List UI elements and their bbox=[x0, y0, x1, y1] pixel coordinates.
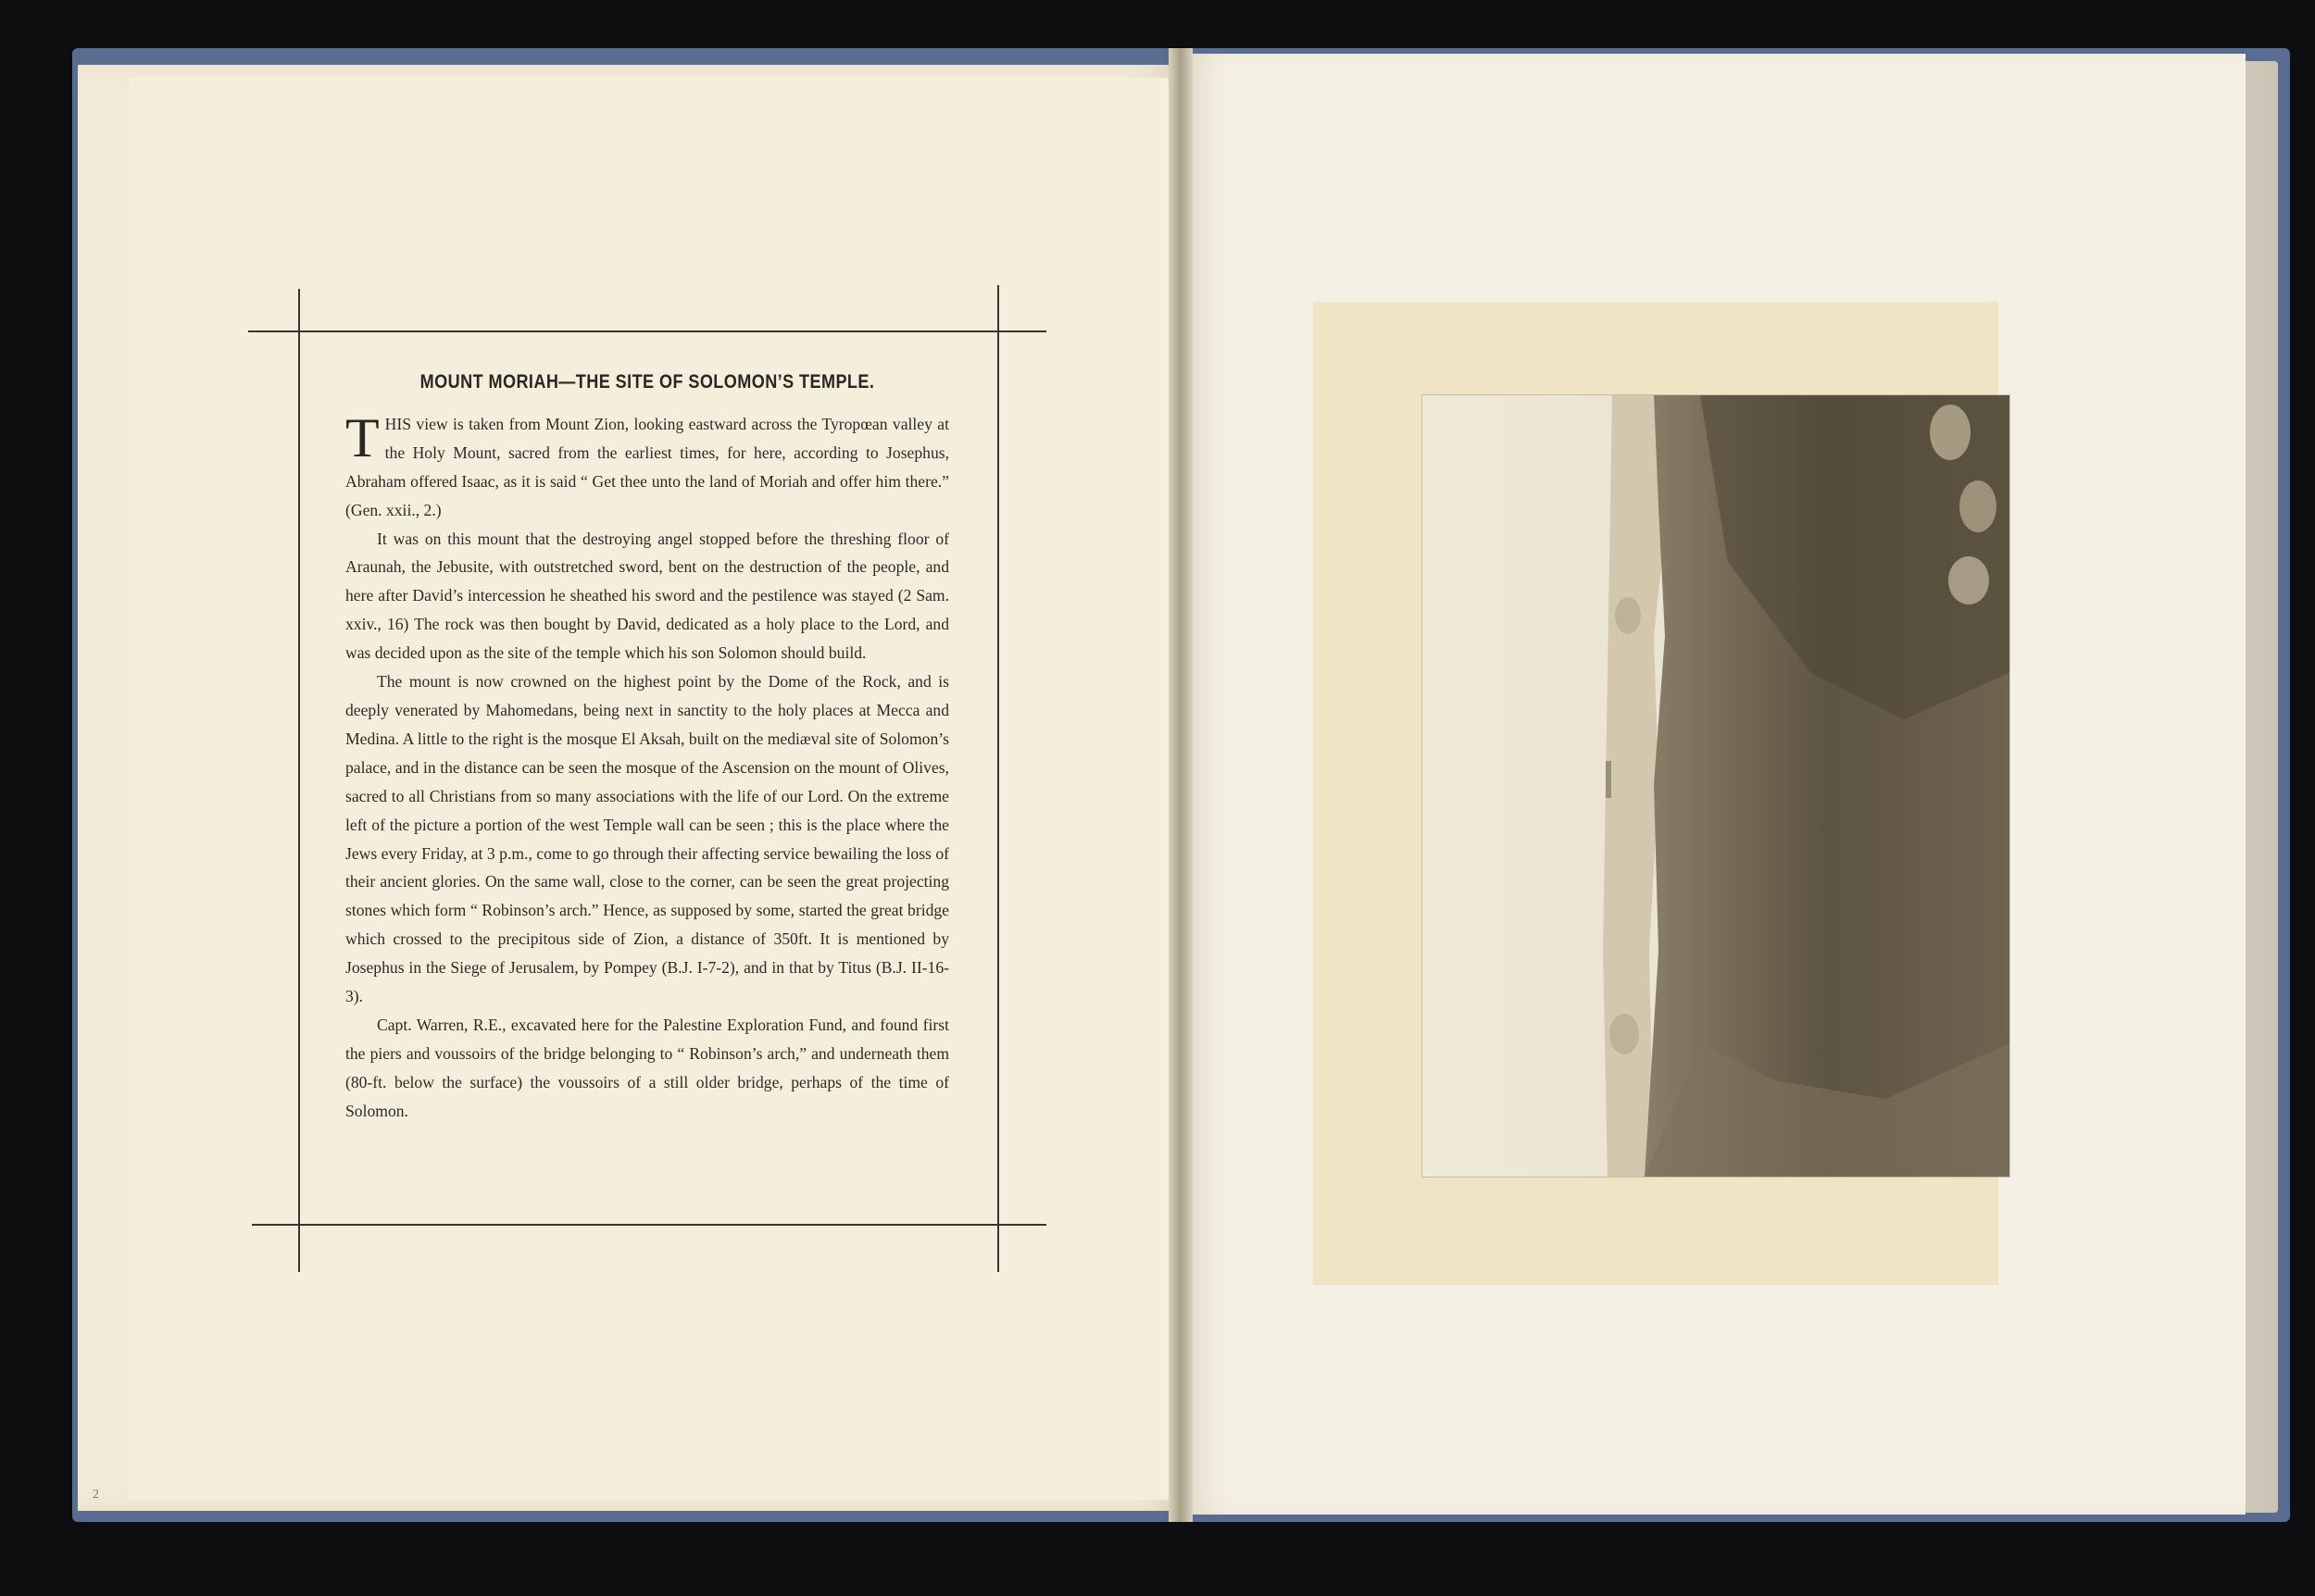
cactus-pad bbox=[1959, 480, 1996, 532]
frame-bottom-line bbox=[252, 1224, 1046, 1226]
paragraph-3: The mount is now crowned on the highest point by the Dome of the Rock, and is deeply venerated by Mahomedans, being next in sanctity to the holy places at Mecca and Medina. A little to the right is the mosque El Aksah, built on the mediæval site of Solomon’s palace, and in the distance can be seen the mosque of the Ascension on the mount of Olives, sacred to all Christians from so many associations with the life of our Lord. On the extreme left of the picture a portion of the west Temple wall can be seen ; this is the place where the Jews every Friday, at 3 p.m., come to go through their affecting service bewailing the loss of their ancient glories. On the same wall, close to the corner, can be seen the great projecting stones which form “ Robinson’s arch.” Hence, as supposed by some, started the great bridge which crossed to the precipitous side of Zion, a distance of 350ft. It is mentioned by Josephus in the Siege of Jerusalem, by Pompey (B.J. I-7-2), and in that by Titus (B.J. II-16-3). bbox=[345, 672, 949, 1006]
frame-top-line bbox=[248, 330, 1046, 332]
frame-left-line bbox=[298, 289, 300, 1272]
mounted-photograph bbox=[1422, 395, 2009, 1177]
paragraph-2: It was on this mount that the destroying angel stopped before the threshing floor of Araunah, the Jebusite, with outstretched sword, bent on the destruction of the people, and here after David’s intercession he sheathed his sword and the pestilence was stayed (2 Sam. xxiv., 16) The rock was then bought by David, dedicated as a holy place to the Lord, and was decided upon as the site of the temple which his son Solomon should build. bbox=[345, 529, 949, 663]
page-number: 2 bbox=[93, 1488, 99, 1502]
paragraph-1-text: HIS view is taken from Mount Zion, looking eastward across the Tyropœan valley at the Holy Mount, sacred from the earliest times, for here, according to Josephus, Abraham offered Isaac, as it is said “ Get thee unto the land of Moriah and offer him there.” (Gen. xxii., 2.) bbox=[345, 414, 949, 519]
photograph-image bbox=[1422, 395, 2009, 1177]
paragraph-1 bbox=[345, 406, 949, 525]
frame-right-line bbox=[997, 285, 999, 1272]
page-title: MOUNT MORIAH—THE SITE OF SOLOMON’S TEMPLE. bbox=[419, 371, 875, 393]
drop-cap: T bbox=[345, 406, 380, 468]
dome-el-aksah bbox=[1609, 1014, 1639, 1054]
cactus-pad bbox=[1930, 405, 1971, 460]
article-text bbox=[345, 368, 949, 1126]
dome-of-the-rock bbox=[1615, 597, 1641, 634]
cactus-pad bbox=[1948, 556, 1989, 605]
book-gutter bbox=[1169, 48, 1193, 1522]
minaret bbox=[1606, 761, 1611, 798]
paragraph-4: Capt. Warren, R.E., excavated here for the Palestine Exploration Fund, and found first the piers and voussoirs of the bridge belonging to “ Robinson’s arch,” and underneath them (80-ft. below the surface) the voussoirs of a still older bridge, perhaps of the time of Solomon. bbox=[345, 1015, 949, 1120]
